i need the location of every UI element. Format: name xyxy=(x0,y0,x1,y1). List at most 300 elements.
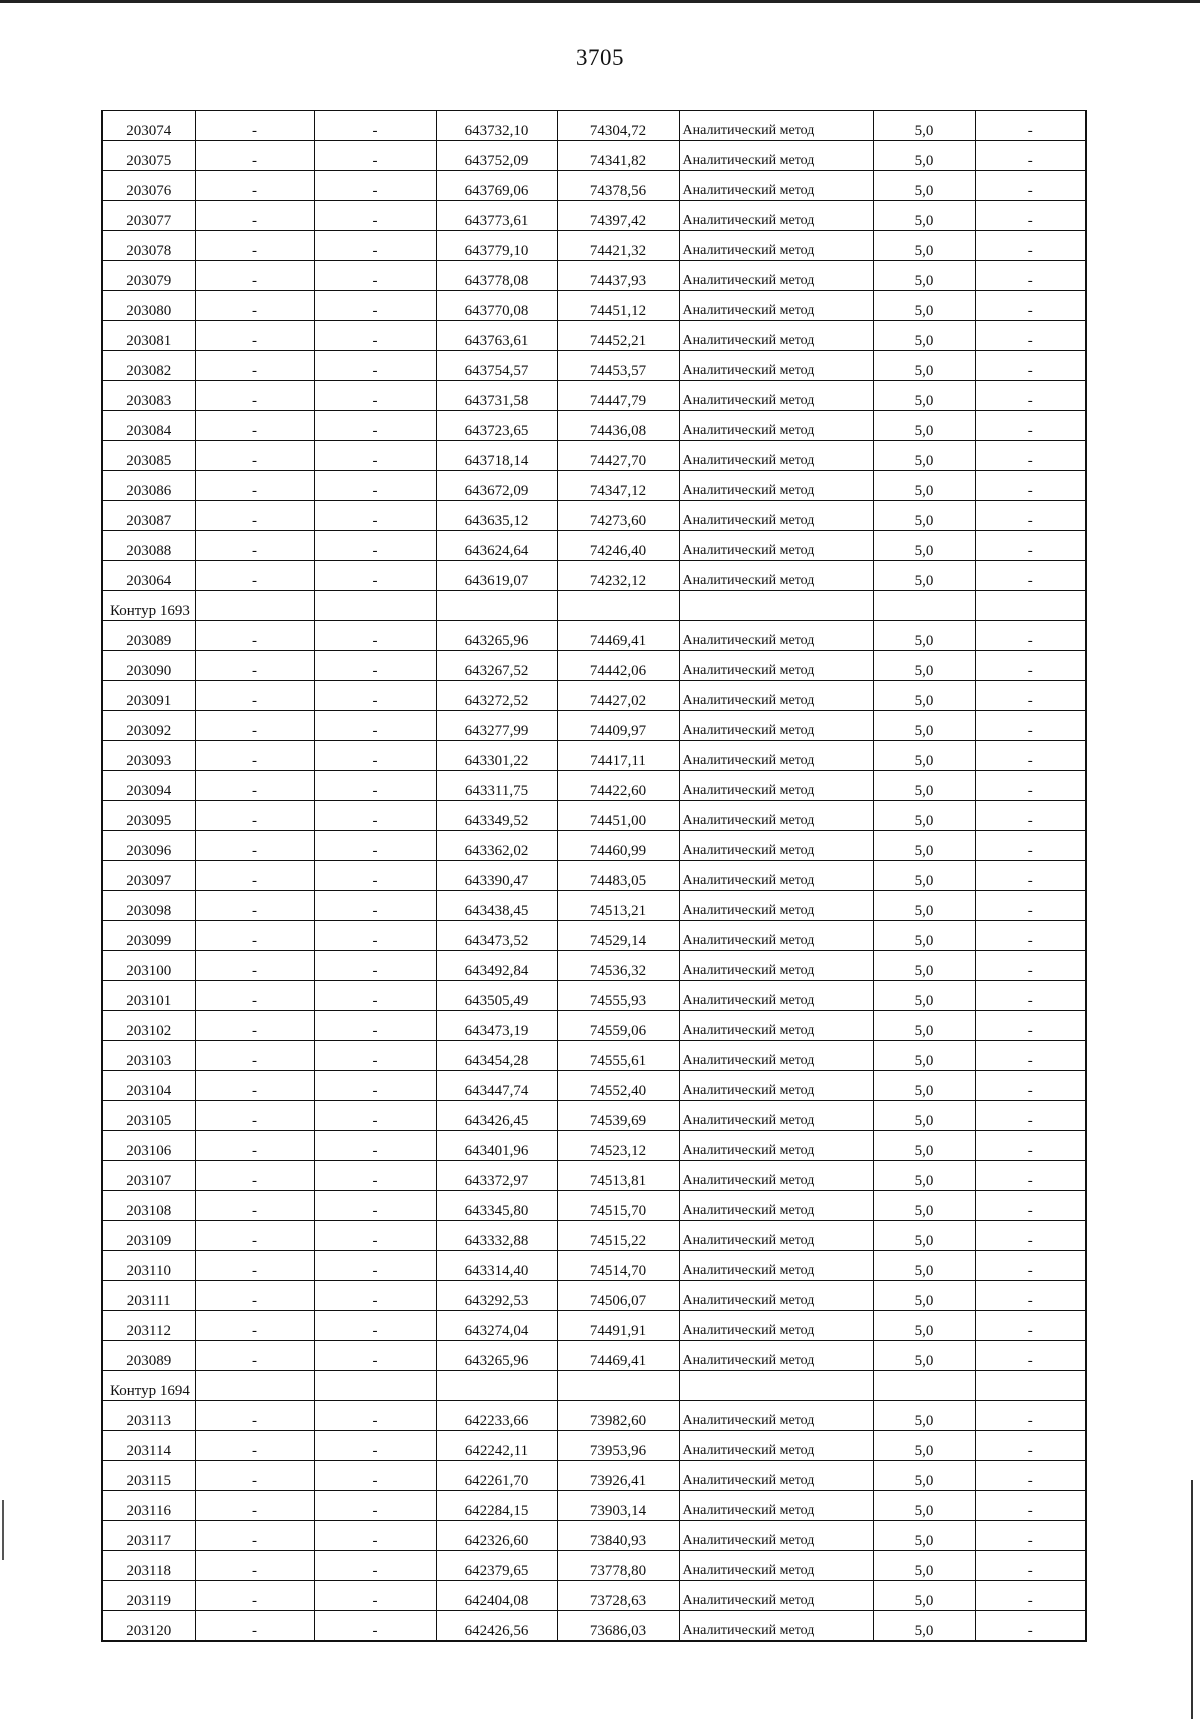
point-number-cell: 203108 xyxy=(102,1191,195,1221)
method-cell: Аналитический метод xyxy=(679,261,873,291)
empty-dash-cell: - xyxy=(195,621,314,651)
empty-dash-cell: - xyxy=(195,1191,314,1221)
table-row xyxy=(102,1221,1086,1251)
accuracy-cell: 5,0 xyxy=(873,1131,975,1161)
method-cell: Аналитический метод xyxy=(679,1191,873,1221)
x-coordinate-cell: 642426,56 xyxy=(436,1611,557,1642)
empty-dash-cell: - xyxy=(975,741,1086,771)
point-number-cell: 203112 xyxy=(102,1311,195,1341)
table-row xyxy=(102,1551,1086,1581)
point-number-cell: 203084 xyxy=(102,411,195,441)
empty-dash-cell: - xyxy=(975,861,1086,891)
empty-dash-cell: - xyxy=(314,231,436,261)
empty-dash-cell: - xyxy=(314,1251,436,1281)
y-coordinate-cell: 73926,41 xyxy=(557,1461,679,1491)
empty-dash-cell: - xyxy=(314,141,436,171)
empty-dash-cell: - xyxy=(195,1491,314,1521)
contour-header-row xyxy=(102,1371,1086,1401)
y-coordinate-cell: 74523,12 xyxy=(557,1131,679,1161)
point-number-cell: 203103 xyxy=(102,1041,195,1071)
accuracy-cell: 5,0 xyxy=(873,171,975,201)
accuracy-cell: 5,0 xyxy=(873,351,975,381)
point-number-cell: 203114 xyxy=(102,1431,195,1461)
table-row xyxy=(102,621,1086,651)
table-row xyxy=(102,351,1086,381)
empty-dash-cell: - xyxy=(314,1011,436,1041)
empty-dash-cell: - xyxy=(195,381,314,411)
point-number-cell: 203109 xyxy=(102,1221,195,1251)
method-cell: Аналитический метод xyxy=(679,1071,873,1101)
point-number-cell: 203100 xyxy=(102,951,195,981)
empty-dash-cell: - xyxy=(195,1581,314,1611)
y-coordinate-cell: 74397,42 xyxy=(557,201,679,231)
accuracy-cell: 5,0 xyxy=(873,501,975,531)
empty-dash-cell: - xyxy=(195,921,314,951)
method-cell: Аналитический метод xyxy=(679,711,873,741)
accuracy-cell: 5,0 xyxy=(873,231,975,261)
empty-dash-cell: - xyxy=(975,1251,1086,1281)
table-row xyxy=(102,741,1086,771)
accuracy-cell: 5,0 xyxy=(873,831,975,861)
empty-dash-cell: - xyxy=(195,141,314,171)
empty-dash-cell: - xyxy=(195,1131,314,1161)
accuracy-cell: 5,0 xyxy=(873,1611,975,1642)
method-cell: Аналитический метод xyxy=(679,531,873,561)
empty-dash-cell: - xyxy=(314,1191,436,1221)
method-cell: Аналитический метод xyxy=(679,1281,873,1311)
method-cell: Аналитический метод xyxy=(679,351,873,381)
empty-dash-cell: - xyxy=(314,1431,436,1461)
empty-dash-cell: - xyxy=(975,621,1086,651)
point-number-cell: 203089 xyxy=(102,1341,195,1371)
empty-dash-cell: - xyxy=(314,1071,436,1101)
empty-dash-cell: - xyxy=(195,231,314,261)
empty-dash-cell: - xyxy=(975,1521,1086,1551)
table-row xyxy=(102,1611,1086,1642)
point-number-cell: 203081 xyxy=(102,321,195,351)
accuracy-cell: 5,0 xyxy=(873,201,975,231)
empty-dash-cell: - xyxy=(195,1461,314,1491)
empty-cell xyxy=(975,591,1086,621)
empty-dash-cell: - xyxy=(975,381,1086,411)
point-number-cell: 203106 xyxy=(102,1131,195,1161)
point-number-cell: 203079 xyxy=(102,261,195,291)
method-cell: Аналитический метод xyxy=(679,1581,873,1611)
empty-dash-cell: - xyxy=(195,1011,314,1041)
method-cell: Аналитический метод xyxy=(679,681,873,711)
accuracy-cell: 5,0 xyxy=(873,801,975,831)
method-cell: Аналитический метод xyxy=(679,1491,873,1521)
empty-dash-cell: - xyxy=(195,711,314,741)
method-cell: Аналитический метод xyxy=(679,1311,873,1341)
x-coordinate-cell: 643265,96 xyxy=(436,1341,557,1371)
top-border-line xyxy=(0,0,1200,3)
empty-cell xyxy=(436,591,557,621)
point-number-cell: 203082 xyxy=(102,351,195,381)
accuracy-cell: 5,0 xyxy=(873,861,975,891)
x-coordinate-cell: 643349,52 xyxy=(436,801,557,831)
method-cell: Аналитический метод xyxy=(679,201,873,231)
x-coordinate-cell: 642326,60 xyxy=(436,1521,557,1551)
y-coordinate-cell: 74460,99 xyxy=(557,831,679,861)
y-coordinate-cell: 73903,14 xyxy=(557,1491,679,1521)
point-number-cell: 203089 xyxy=(102,621,195,651)
accuracy-cell: 5,0 xyxy=(873,441,975,471)
accuracy-cell: 5,0 xyxy=(873,1551,975,1581)
table-row xyxy=(102,1161,1086,1191)
table-row xyxy=(102,861,1086,891)
point-number-cell: 203095 xyxy=(102,801,195,831)
method-cell: Аналитический метод xyxy=(679,291,873,321)
accuracy-cell: 5,0 xyxy=(873,1041,975,1071)
point-number-cell: 203093 xyxy=(102,741,195,771)
coordinates-table xyxy=(101,110,1087,1642)
empty-dash-cell: - xyxy=(195,651,314,681)
table-row xyxy=(102,681,1086,711)
empty-dash-cell: - xyxy=(975,1101,1086,1131)
y-coordinate-cell: 74421,32 xyxy=(557,231,679,261)
y-coordinate-cell: 74529,14 xyxy=(557,921,679,951)
empty-dash-cell: - xyxy=(314,351,436,381)
accuracy-cell: 5,0 xyxy=(873,981,975,1011)
point-number-cell: 203110 xyxy=(102,1251,195,1281)
table-row xyxy=(102,501,1086,531)
empty-dash-cell: - xyxy=(195,1251,314,1281)
empty-dash-cell: - xyxy=(975,1011,1086,1041)
point-number-cell: 203090 xyxy=(102,651,195,681)
empty-dash-cell: - xyxy=(195,411,314,441)
y-coordinate-cell: 74304,72 xyxy=(557,111,679,141)
point-number-cell: 203115 xyxy=(102,1461,195,1491)
method-cell: Аналитический метод xyxy=(679,1161,873,1191)
contour-label: Контур 1694 xyxy=(102,1371,195,1401)
empty-dash-cell: - xyxy=(975,681,1086,711)
empty-dash-cell: - xyxy=(314,111,436,141)
empty-dash-cell: - xyxy=(314,321,436,351)
accuracy-cell: 5,0 xyxy=(873,1521,975,1551)
table-row xyxy=(102,321,1086,351)
y-coordinate-cell: 73728,63 xyxy=(557,1581,679,1611)
y-coordinate-cell: 74469,41 xyxy=(557,1341,679,1371)
y-coordinate-cell: 74536,32 xyxy=(557,951,679,981)
empty-dash-cell: - xyxy=(975,921,1086,951)
empty-dash-cell: - xyxy=(975,351,1086,381)
y-coordinate-cell: 74515,22 xyxy=(557,1221,679,1251)
point-number-cell: 203111 xyxy=(102,1281,195,1311)
empty-dash-cell: - xyxy=(314,621,436,651)
x-coordinate-cell: 643272,52 xyxy=(436,681,557,711)
x-coordinate-cell: 643332,88 xyxy=(436,1221,557,1251)
y-coordinate-cell: 74422,60 xyxy=(557,771,679,801)
accuracy-cell: 5,0 xyxy=(873,531,975,561)
empty-dash-cell: - xyxy=(975,501,1086,531)
empty-dash-cell: - xyxy=(314,1311,436,1341)
empty-dash-cell: - xyxy=(975,411,1086,441)
empty-dash-cell: - xyxy=(975,1431,1086,1461)
method-cell: Аналитический метод xyxy=(679,141,873,171)
empty-dash-cell: - xyxy=(195,201,314,231)
table-row xyxy=(102,1341,1086,1371)
table-row xyxy=(102,201,1086,231)
empty-dash-cell: - xyxy=(195,1161,314,1191)
y-coordinate-cell: 74427,02 xyxy=(557,681,679,711)
table-row xyxy=(102,951,1086,981)
y-coordinate-cell: 74442,06 xyxy=(557,651,679,681)
empty-dash-cell: - xyxy=(314,561,436,591)
table-row xyxy=(102,711,1086,741)
accuracy-cell: 5,0 xyxy=(873,1311,975,1341)
table-row xyxy=(102,1071,1086,1101)
empty-dash-cell: - xyxy=(195,1101,314,1131)
empty-cell xyxy=(557,1371,679,1401)
point-number-cell: 203064 xyxy=(102,561,195,591)
method-cell: Аналитический метод xyxy=(679,801,873,831)
table-row xyxy=(102,921,1086,951)
point-number-cell: 203120 xyxy=(102,1611,195,1642)
x-coordinate-cell: 643778,08 xyxy=(436,261,557,291)
point-number-cell: 203086 xyxy=(102,471,195,501)
method-cell: Аналитический метод xyxy=(679,891,873,921)
empty-dash-cell: - xyxy=(314,801,436,831)
table-row xyxy=(102,831,1086,861)
table-row xyxy=(102,1581,1086,1611)
empty-dash-cell: - xyxy=(314,1551,436,1581)
x-coordinate-cell: 643624,64 xyxy=(436,531,557,561)
table-row xyxy=(102,531,1086,561)
method-cell: Аналитический метод xyxy=(679,411,873,441)
method-cell: Аналитический метод xyxy=(679,921,873,951)
accuracy-cell: 5,0 xyxy=(873,1281,975,1311)
x-coordinate-cell: 643763,61 xyxy=(436,321,557,351)
table-row xyxy=(102,561,1086,591)
empty-dash-cell: - xyxy=(975,441,1086,471)
empty-dash-cell: - xyxy=(314,891,436,921)
empty-dash-cell: - xyxy=(195,741,314,771)
x-coordinate-cell: 643447,74 xyxy=(436,1071,557,1101)
accuracy-cell: 5,0 xyxy=(873,681,975,711)
empty-dash-cell: - xyxy=(195,261,314,291)
y-coordinate-cell: 74513,81 xyxy=(557,1161,679,1191)
empty-dash-cell: - xyxy=(314,1101,436,1131)
table-row xyxy=(102,441,1086,471)
empty-cell xyxy=(195,591,314,621)
x-coordinate-cell: 643672,09 xyxy=(436,471,557,501)
table-row xyxy=(102,381,1086,411)
x-coordinate-cell: 643731,58 xyxy=(436,381,557,411)
accuracy-cell: 5,0 xyxy=(873,291,975,321)
empty-dash-cell: - xyxy=(975,171,1086,201)
x-coordinate-cell: 643390,47 xyxy=(436,861,557,891)
table-row xyxy=(102,171,1086,201)
empty-dash-cell: - xyxy=(975,1281,1086,1311)
empty-dash-cell: - xyxy=(975,1071,1086,1101)
x-coordinate-cell: 643274,04 xyxy=(436,1311,557,1341)
accuracy-cell: 5,0 xyxy=(873,951,975,981)
empty-cell xyxy=(195,1371,314,1401)
empty-dash-cell: - xyxy=(975,981,1086,1011)
point-number-cell: 203118 xyxy=(102,1551,195,1581)
y-coordinate-cell: 74378,56 xyxy=(557,171,679,201)
point-number-cell: 203091 xyxy=(102,681,195,711)
accuracy-cell: 5,0 xyxy=(873,1221,975,1251)
point-number-cell: 203088 xyxy=(102,531,195,561)
x-coordinate-cell: 643473,19 xyxy=(436,1011,557,1041)
empty-dash-cell: - xyxy=(195,441,314,471)
y-coordinate-cell: 74552,40 xyxy=(557,1071,679,1101)
empty-dash-cell: - xyxy=(314,381,436,411)
accuracy-cell: 5,0 xyxy=(873,891,975,921)
y-coordinate-cell: 74417,11 xyxy=(557,741,679,771)
empty-dash-cell: - xyxy=(314,441,436,471)
empty-dash-cell: - xyxy=(975,291,1086,321)
method-cell: Аналитический метод xyxy=(679,1551,873,1581)
empty-dash-cell: - xyxy=(314,1491,436,1521)
empty-dash-cell: - xyxy=(975,1341,1086,1371)
empty-dash-cell: - xyxy=(195,1431,314,1461)
empty-dash-cell: - xyxy=(975,1461,1086,1491)
empty-dash-cell: - xyxy=(314,1521,436,1551)
empty-dash-cell: - xyxy=(975,951,1086,981)
table-row xyxy=(102,231,1086,261)
point-number-cell: 203078 xyxy=(102,231,195,261)
table-row xyxy=(102,651,1086,681)
point-number-cell: 203074 xyxy=(102,111,195,141)
empty-dash-cell: - xyxy=(314,291,436,321)
empty-dash-cell: - xyxy=(195,501,314,531)
y-coordinate-cell: 74232,12 xyxy=(557,561,679,591)
empty-dash-cell: - xyxy=(314,1461,436,1491)
table-row xyxy=(102,1191,1086,1221)
contour-label: Контур 1693 xyxy=(102,591,195,621)
method-cell: Аналитический метод xyxy=(679,171,873,201)
y-coordinate-cell: 73982,60 xyxy=(557,1401,679,1431)
empty-dash-cell: - xyxy=(975,1611,1086,1642)
x-coordinate-cell: 642379,65 xyxy=(436,1551,557,1581)
y-coordinate-cell: 74447,79 xyxy=(557,381,679,411)
y-coordinate-cell: 73778,80 xyxy=(557,1551,679,1581)
method-cell: Аналитический метод xyxy=(679,471,873,501)
method-cell: Аналитический метод xyxy=(679,561,873,591)
point-number-cell: 203105 xyxy=(102,1101,195,1131)
point-number-cell: 203085 xyxy=(102,441,195,471)
table-row xyxy=(102,141,1086,171)
empty-cell xyxy=(679,1371,873,1401)
x-coordinate-cell: 643473,52 xyxy=(436,921,557,951)
empty-dash-cell: - xyxy=(195,681,314,711)
y-coordinate-cell: 74451,12 xyxy=(557,291,679,321)
method-cell: Аналитический метод xyxy=(679,1611,873,1642)
y-coordinate-cell: 74483,05 xyxy=(557,861,679,891)
scan-margin-mark xyxy=(2,1500,4,1560)
method-cell: Аналитический метод xyxy=(679,1011,873,1041)
empty-dash-cell: - xyxy=(195,831,314,861)
y-coordinate-cell: 74469,41 xyxy=(557,621,679,651)
table-row xyxy=(102,1311,1086,1341)
accuracy-cell: 5,0 xyxy=(873,261,975,291)
point-number-cell: 203101 xyxy=(102,981,195,1011)
empty-dash-cell: - xyxy=(314,1131,436,1161)
empty-dash-cell: - xyxy=(975,201,1086,231)
y-coordinate-cell: 74513,21 xyxy=(557,891,679,921)
method-cell: Аналитический метод xyxy=(679,1461,873,1491)
y-coordinate-cell: 74437,93 xyxy=(557,261,679,291)
x-coordinate-cell: 643401,96 xyxy=(436,1131,557,1161)
y-coordinate-cell: 74427,70 xyxy=(557,441,679,471)
empty-dash-cell: - xyxy=(975,261,1086,291)
x-coordinate-cell: 642284,15 xyxy=(436,1491,557,1521)
empty-dash-cell: - xyxy=(314,261,436,291)
x-coordinate-cell: 643265,96 xyxy=(436,621,557,651)
empty-dash-cell: - xyxy=(975,471,1086,501)
empty-dash-cell: - xyxy=(975,1041,1086,1071)
empty-dash-cell: - xyxy=(314,501,436,531)
accuracy-cell: 5,0 xyxy=(873,141,975,171)
x-coordinate-cell: 643718,14 xyxy=(436,441,557,471)
scan-edge-line xyxy=(1191,1480,1193,1719)
y-coordinate-cell: 74452,21 xyxy=(557,321,679,351)
table-row xyxy=(102,1491,1086,1521)
empty-dash-cell: - xyxy=(195,1071,314,1101)
x-coordinate-cell: 643426,45 xyxy=(436,1101,557,1131)
x-coordinate-cell: 642242,11 xyxy=(436,1431,557,1461)
accuracy-cell: 5,0 xyxy=(873,411,975,441)
y-coordinate-cell: 74409,97 xyxy=(557,711,679,741)
empty-dash-cell: - xyxy=(314,951,436,981)
y-coordinate-cell: 73953,96 xyxy=(557,1431,679,1461)
y-coordinate-cell: 74246,40 xyxy=(557,531,679,561)
x-coordinate-cell: 643770,08 xyxy=(436,291,557,321)
empty-dash-cell: - xyxy=(195,981,314,1011)
empty-cell xyxy=(873,1371,975,1401)
empty-dash-cell: - xyxy=(195,171,314,201)
accuracy-cell: 5,0 xyxy=(873,621,975,651)
y-coordinate-cell: 73840,93 xyxy=(557,1521,679,1551)
empty-dash-cell: - xyxy=(975,1491,1086,1521)
y-coordinate-cell: 74453,57 xyxy=(557,351,679,381)
x-coordinate-cell: 642404,08 xyxy=(436,1581,557,1611)
method-cell: Аналитический метод xyxy=(679,1041,873,1071)
table-row xyxy=(102,771,1086,801)
empty-dash-cell: - xyxy=(975,801,1086,831)
method-cell: Аналитический метод xyxy=(679,1131,873,1161)
y-coordinate-cell: 74436,08 xyxy=(557,411,679,441)
accuracy-cell: 5,0 xyxy=(873,1581,975,1611)
point-number-cell: 203083 xyxy=(102,381,195,411)
point-number-cell: 203104 xyxy=(102,1071,195,1101)
x-coordinate-cell: 643723,65 xyxy=(436,411,557,441)
point-number-cell: 203119 xyxy=(102,1581,195,1611)
empty-dash-cell: - xyxy=(195,1341,314,1371)
accuracy-cell: 5,0 xyxy=(873,1161,975,1191)
point-number-cell: 203096 xyxy=(102,831,195,861)
table-row xyxy=(102,1431,1086,1461)
point-number-cell: 203075 xyxy=(102,141,195,171)
accuracy-cell: 5,0 xyxy=(873,711,975,741)
table-row xyxy=(102,1521,1086,1551)
empty-dash-cell: - xyxy=(314,981,436,1011)
empty-dash-cell: - xyxy=(195,111,314,141)
x-coordinate-cell: 643779,10 xyxy=(436,231,557,261)
table-row xyxy=(102,1461,1086,1491)
method-cell: Аналитический метод xyxy=(679,441,873,471)
x-coordinate-cell: 643752,09 xyxy=(436,141,557,171)
empty-dash-cell: - xyxy=(975,1161,1086,1191)
accuracy-cell: 5,0 xyxy=(873,561,975,591)
y-coordinate-cell: 74515,70 xyxy=(557,1191,679,1221)
point-number-cell: 203097 xyxy=(102,861,195,891)
accuracy-cell: 5,0 xyxy=(873,1401,975,1431)
point-number-cell: 203076 xyxy=(102,171,195,201)
